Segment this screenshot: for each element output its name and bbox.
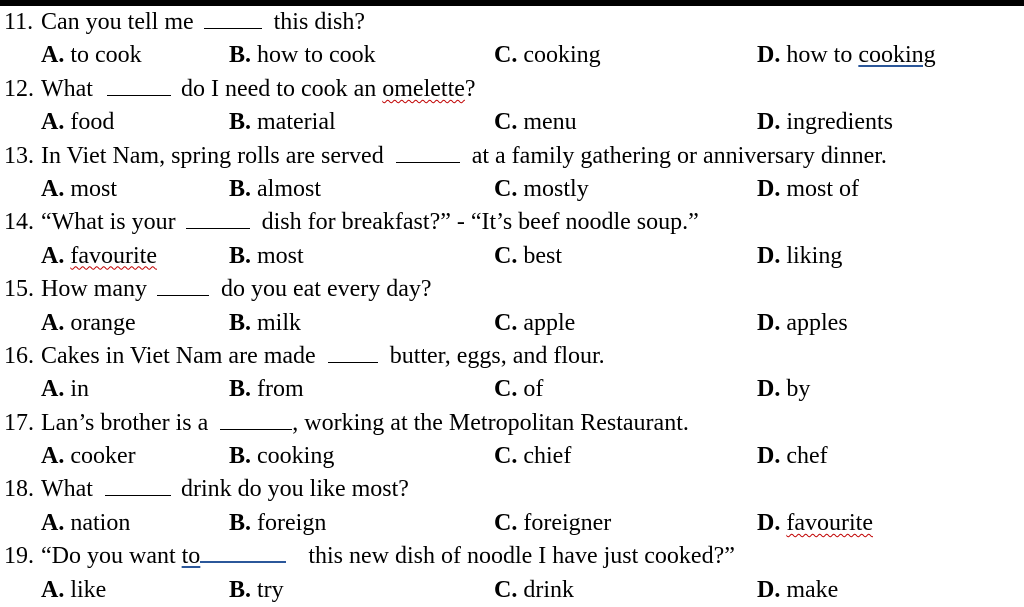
option-c[interactable] <box>494 507 611 540</box>
option-d[interactable] <box>757 574 838 607</box>
option-text: most <box>257 242 304 269</box>
question-text <box>41 206 699 239</box>
option-text: cooking <box>523 42 601 69</box>
option-b[interactable] <box>229 574 284 607</box>
question-stem: Can you tell me <box>41 9 194 35</box>
option-letter: D. <box>757 443 781 470</box>
option-c[interactable] <box>494 440 571 473</box>
question-stem: “What is your <box>41 209 176 236</box>
option-d[interactable] <box>757 39 936 72</box>
option-text: menu <box>523 109 577 136</box>
option-letter: A. <box>41 509 65 536</box>
options-16 <box>0 373 1024 406</box>
answer-blank <box>204 10 262 29</box>
question-stem: In Viet Nam, spring rolls are served <box>41 142 384 169</box>
options-13 <box>0 173 1024 206</box>
question-stem-end: this dish? <box>273 9 365 35</box>
question-16 <box>0 340 1024 373</box>
option-c[interactable] <box>494 39 601 72</box>
option-text: food <box>70 109 115 136</box>
options-19 <box>0 574 1024 607</box>
option-b[interactable] <box>229 173 321 206</box>
question-number: 11. <box>4 9 34 35</box>
option-letter: D. <box>757 175 781 202</box>
flagged-word: omelette <box>382 75 465 102</box>
option-text-underlined: cooking <box>858 42 936 69</box>
option-letter: C. <box>494 109 518 136</box>
question-15 <box>0 273 1024 306</box>
option-letter: B. <box>229 309 252 336</box>
option-d[interactable] <box>757 240 842 273</box>
option-text: most of <box>786 175 860 202</box>
option-text: from <box>257 376 304 403</box>
option-text: favourite <box>786 509 873 536</box>
question-stem-end: drink do you like most? <box>180 476 409 503</box>
option-d[interactable] <box>757 373 810 406</box>
option-a[interactable] <box>41 39 142 72</box>
question-number: 13. <box>4 142 34 169</box>
option-letter: D. <box>757 242 781 269</box>
question-number: 15. <box>4 276 34 303</box>
option-letter: B. <box>229 175 252 202</box>
option-letter: A. <box>41 242 65 269</box>
options-14 <box>0 240 1024 273</box>
answer-blank <box>157 277 209 296</box>
option-text: of <box>523 376 544 403</box>
option-a[interactable] <box>41 173 117 206</box>
question-text <box>41 6 365 39</box>
question-stem-end: ? <box>464 75 476 102</box>
question-stem-end: , working at the Metropolitan Restaurant. <box>292 409 689 436</box>
question-number: 18. <box>4 476 34 503</box>
option-c[interactable] <box>494 106 577 139</box>
option-letter: C. <box>494 509 518 536</box>
option-letter: C. <box>494 175 518 202</box>
option-text: favourite <box>70 242 157 269</box>
question-text <box>41 340 605 373</box>
question-stem-end: do you eat every day? <box>220 276 432 303</box>
option-letter: D. <box>757 42 781 69</box>
option-text: most <box>70 175 118 202</box>
option-text: nation <box>70 509 131 536</box>
option-c[interactable] <box>494 173 589 206</box>
option-text: try <box>257 576 284 603</box>
answer-blank <box>186 210 250 229</box>
option-c[interactable] <box>494 574 574 607</box>
question-14 <box>0 206 1024 239</box>
option-letter: C. <box>494 42 518 69</box>
option-text: apples <box>786 309 848 336</box>
options-15 <box>0 307 1024 340</box>
option-b[interactable] <box>229 106 336 139</box>
option-letter: C. <box>494 242 518 269</box>
option-text: cooker <box>70 443 136 470</box>
option-b[interactable] <box>229 373 304 406</box>
answer-blank <box>396 144 460 163</box>
option-letter: B. <box>229 242 252 269</box>
options-18 <box>0 507 1024 540</box>
option-text: foreign <box>257 509 327 536</box>
option-b[interactable] <box>229 440 334 473</box>
option-c[interactable] <box>494 373 543 406</box>
question-stem-end: butter, eggs, and flour. <box>389 342 605 369</box>
option-letter: A. <box>41 42 65 69</box>
question-number: 16. <box>4 342 34 369</box>
question-stem: How many <box>41 276 147 303</box>
exercise-sheet <box>0 6 1024 607</box>
option-letter: A. <box>41 175 65 202</box>
option-text: best <box>523 242 563 269</box>
options-12 <box>0 106 1024 139</box>
underlined-word: to <box>181 543 201 570</box>
option-letter: A. <box>41 309 65 336</box>
option-text: almost <box>257 175 322 202</box>
option-letter: C. <box>494 576 518 603</box>
question-text <box>41 540 735 573</box>
question-number: 19. <box>4 543 34 570</box>
option-text: chief <box>523 443 572 470</box>
question-19 <box>0 540 1024 573</box>
answer-blank <box>107 77 171 96</box>
option-text: foreigner <box>523 509 612 536</box>
option-letter: B. <box>229 576 252 603</box>
option-letter: D. <box>757 109 781 136</box>
answer-blank <box>328 344 378 363</box>
question-17 <box>0 407 1024 440</box>
question-number: 17. <box>4 409 34 436</box>
question-stem: Cakes in Viet Nam are made <box>41 342 316 369</box>
option-b[interactable] <box>229 507 326 540</box>
option-a[interactable] <box>41 507 130 540</box>
question-text <box>41 407 689 440</box>
question-text <box>41 140 887 173</box>
option-letter: B. <box>229 509 252 536</box>
option-text: ingredients <box>786 109 893 136</box>
question-13 <box>0 140 1024 173</box>
option-letter: C. <box>494 309 518 336</box>
option-text: drink <box>523 576 575 603</box>
option-a[interactable] <box>41 240 157 273</box>
question-18 <box>0 473 1024 506</box>
option-letter: B. <box>229 42 252 69</box>
option-letter: A. <box>41 376 65 403</box>
option-letter: D. <box>757 576 781 603</box>
question-stem-end: at a family gathering or anniversary dinner. <box>471 142 887 169</box>
question-text <box>41 73 476 106</box>
option-letter: C. <box>494 376 518 403</box>
option-text: material <box>257 109 336 136</box>
option-text: milk <box>257 309 302 336</box>
option-d[interactable] <box>757 507 873 540</box>
option-d[interactable] <box>757 173 859 206</box>
option-text: in <box>70 376 90 403</box>
option-text: cooking <box>257 443 335 470</box>
option-d[interactable] <box>757 307 848 340</box>
option-text: apple <box>523 309 576 336</box>
question-number: 14. <box>4 209 34 236</box>
question-stem: What <box>41 75 93 102</box>
option-letter: A. <box>41 576 65 603</box>
option-text: to cook <box>70 42 142 69</box>
option-d[interactable] <box>757 440 828 473</box>
option-text: chef <box>786 443 828 470</box>
answer-blank <box>220 411 292 430</box>
option-text: how to <box>786 42 853 69</box>
option-letter: A. <box>41 109 65 136</box>
option-d[interactable] <box>757 106 893 139</box>
option-letter: D. <box>757 376 781 403</box>
question-stem-mid: do I need to cook an <box>180 75 377 102</box>
option-text: how to cook <box>257 42 376 69</box>
question-stem-end: this new dish of noodle I have just cooked?” <box>308 543 735 570</box>
option-c[interactable] <box>494 240 562 273</box>
question-number: 12. <box>4 75 34 102</box>
option-text: mostly <box>523 175 589 202</box>
option-text: orange <box>70 309 136 336</box>
option-letter: D. <box>757 309 781 336</box>
option-a[interactable] <box>41 106 114 139</box>
option-c[interactable] <box>494 307 575 340</box>
question-12 <box>0 73 1024 106</box>
question-11 <box>0 6 1024 39</box>
option-a[interactable] <box>41 574 106 607</box>
question-stem-end: dish for breakfast?” - “It’s beef noodle soup.” <box>261 209 699 236</box>
option-text: liking <box>786 242 843 269</box>
option-letter: B. <box>229 376 252 403</box>
option-text: like <box>70 576 107 603</box>
option-a[interactable] <box>41 373 89 406</box>
options-17 <box>0 440 1024 473</box>
option-letter: C. <box>494 443 518 470</box>
option-text: by <box>786 376 811 403</box>
question-stem: What <box>41 476 93 503</box>
option-letter: D. <box>757 509 781 536</box>
option-a[interactable] <box>41 440 136 473</box>
option-b[interactable] <box>229 307 301 340</box>
option-letter: B. <box>229 443 252 470</box>
question-text <box>41 473 409 506</box>
option-b[interactable] <box>229 240 304 273</box>
option-b[interactable] <box>229 39 376 72</box>
question-text <box>41 273 432 306</box>
question-stem: “Do you want <box>41 543 176 570</box>
option-letter: B. <box>229 109 252 136</box>
option-a[interactable] <box>41 307 136 340</box>
option-letter: A. <box>41 443 65 470</box>
question-stem: Lan’s brother is a <box>41 409 209 436</box>
option-text: make <box>786 576 839 603</box>
answer-blank <box>105 477 171 496</box>
answer-blank <box>200 543 286 563</box>
options-11 <box>0 39 1024 72</box>
